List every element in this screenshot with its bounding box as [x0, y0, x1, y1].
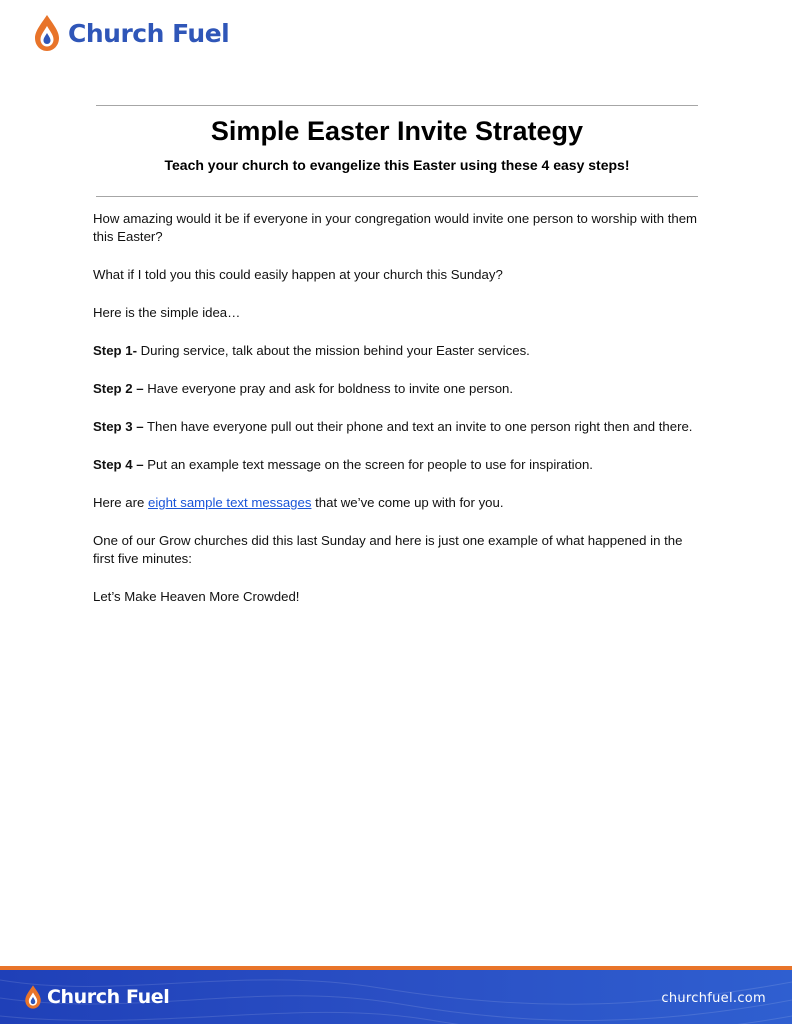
idea-paragraph: Here is the simple idea… — [93, 305, 241, 320]
samples-paragraph — [93, 494, 703, 512]
question-paragraph: What if I told you this could easily happen at your church this Sunday? — [93, 267, 503, 282]
step-4 — [93, 456, 703, 474]
samples-suffix: that we’ve come up with for you. — [311, 495, 504, 510]
step-3-text: Then have everyone pull out their phone and text an invite to one person right then and there. — [143, 419, 693, 434]
closing-paragraph: Let’s Make Heaven More Crowded! — [93, 589, 300, 604]
page-subtitle: Teach your church to evangelize this Easter using these 4 easy steps! — [164, 157, 630, 173]
top-divider — [96, 105, 698, 106]
footer-banner — [0, 966, 792, 1024]
sample-messages-link[interactable]: eight sample text messages — [147, 495, 312, 510]
footer-url: churchfuel.com — [661, 991, 766, 1006]
step-2 — [93, 380, 703, 398]
header-logo-text: Church Fuel — [68, 18, 230, 48]
step-2-label: Step 2 – — [93, 381, 144, 396]
footer-logo-text: Church Fuel — [47, 986, 170, 1008]
example-paragraph: One of our Grow churches did this last Sunday and here is just one example of what happened in the first five minutes: — [93, 533, 683, 566]
document-body — [93, 210, 703, 626]
step-4-label: Step 4 – — [93, 457, 144, 472]
header-logo — [33, 13, 229, 53]
step-3-label: Step 3 – — [93, 419, 144, 434]
step-4-text: Put an example text message on the screen for people to use for inspiration. — [143, 457, 593, 472]
step-1-text: During service, talk about the mission behind your Easter services. — [136, 343, 530, 358]
intro-paragraph: How amazing would it be if everyone in your congregation would invite one person to worship with them this Easter? — [93, 211, 698, 244]
step-3 — [93, 418, 703, 436]
flame-drop-icon — [33, 14, 61, 52]
flame-drop-icon — [24, 984, 42, 1010]
step-1-label: Step 1- — [93, 343, 137, 358]
samples-prefix: Here are — [93, 495, 148, 510]
page-title: Simple Easter Invite Strategy — [210, 116, 584, 146]
step-2-text: Have everyone pray and ask for boldness to invite one person. — [143, 381, 514, 396]
bottom-divider — [96, 196, 698, 197]
footer-logo — [24, 984, 169, 1010]
step-1 — [93, 342, 703, 360]
